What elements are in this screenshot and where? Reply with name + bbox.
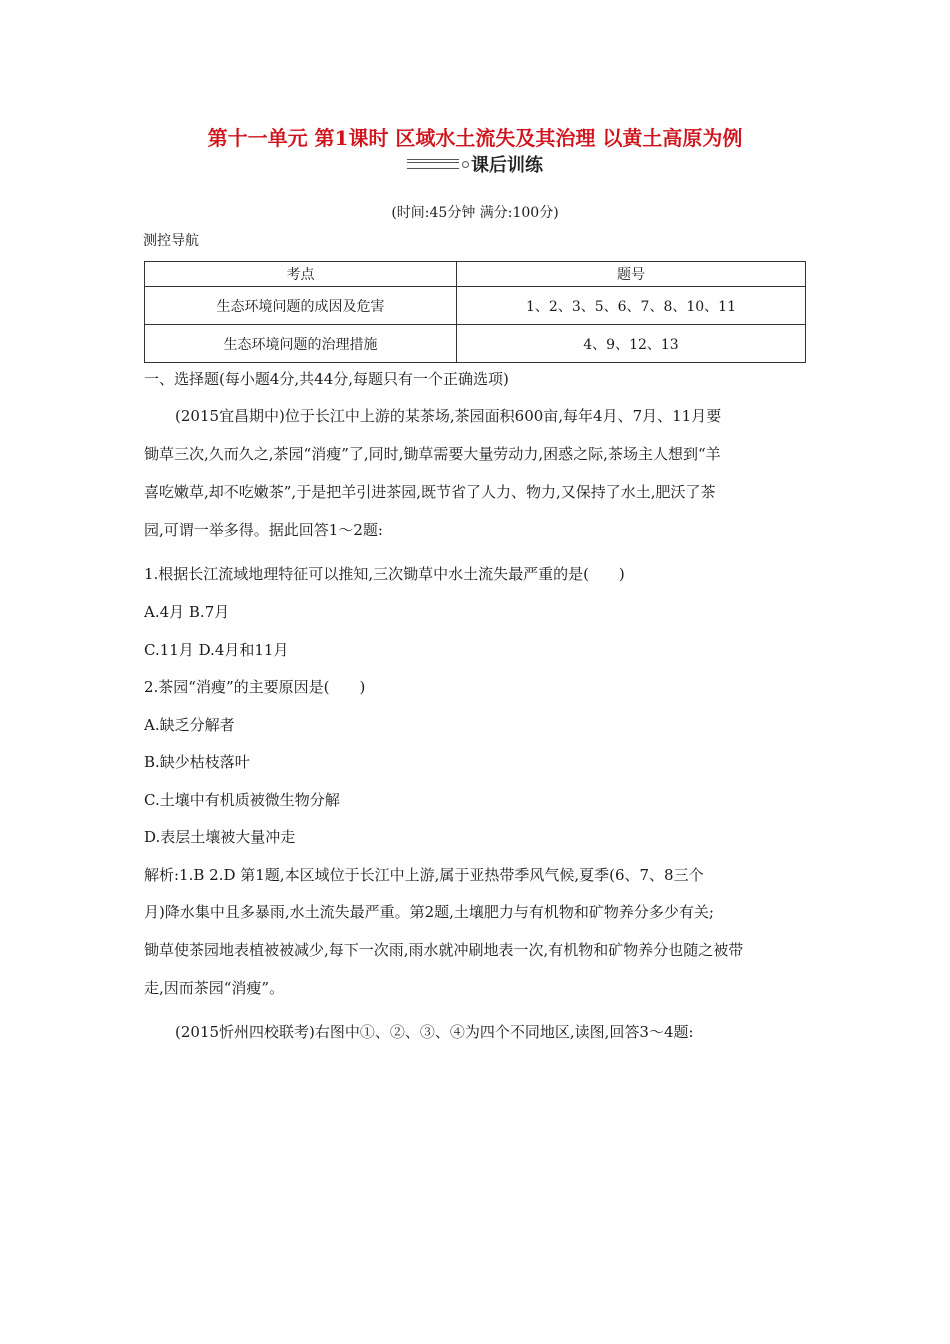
table-cell: 生态环境问题的成因及危害 <box>145 287 457 325</box>
analysis-line: 锄草使茶园地表植被被减少,每下一次雨,雨水就冲刷地表一次,有机物和矿物养分也随之被带 <box>144 941 744 959</box>
passage-line: 喜吃嫩草,却不吃嫩茶”,于是把羊引进茶园,既节省了人力、物力,又保持了水土,肥沃了茶 <box>144 483 716 501</box>
subtitle-banner <box>0 152 950 176</box>
table-row <box>145 325 806 363</box>
time-score-info: (时间:45分钟 满分:100分) <box>391 205 559 221</box>
nav-label: 测控导航 <box>143 233 199 249</box>
question-option: D.表层土壤被大量冲走 <box>144 828 296 846</box>
table-cell: 生态环境问题的治理措施 <box>145 325 457 363</box>
section-heading: 一、选择题(每小题4分,共44分,每题只有一个正确选项) <box>144 370 509 388</box>
passage-line: 锄草三次,久而久之,茶园“消瘦”了,同时,锄草需要大量劳动力,困惑之际,茶场主人想到“羊 <box>144 445 721 463</box>
passage-line: (2015宜昌期中)位于长江中上游的某茶场,茶园面积600亩,每年4月、7月、11月要 <box>175 407 722 425</box>
table-cell: 1、2、3、5、6、7、8、10、11 <box>457 287 806 325</box>
question-option: C.土壤中有机质被微生物分解 <box>144 791 340 809</box>
passage-line: (2015忻州四校联考)右图中①、②、③、④为四个不同地区,读图,回答3～4题: <box>175 1023 694 1041</box>
question-option: B.缺少枯枝落叶 <box>144 753 250 771</box>
nav-table <box>144 261 806 363</box>
question-option: A.缺乏分解者 <box>144 716 235 734</box>
question-options: C.11月 D.4月和11月 <box>144 641 289 659</box>
analysis-line: 解析:1.B 2.D 第1题,本区域位于长江中上游,属于亚热带季风气候,夏季(6、7、8三个 <box>144 866 704 884</box>
table-row <box>145 287 806 325</box>
decorative-circle-icon <box>462 161 469 168</box>
table-header-cell: 题号 <box>457 262 806 287</box>
analysis-line: 走,因而茶园“消瘦”。 <box>144 979 285 997</box>
table-header-row <box>145 262 806 287</box>
page-title: 第十一单元 第1课时 区域水土流失及其治理 以黄土高原为例 <box>207 126 743 150</box>
question-stem: 1.根据长江流域地理特征可以推知,三次锄草中水土流失最严重的是( ) <box>144 565 625 583</box>
table-cell: 4、9、12、13 <box>457 325 806 363</box>
question-stem: 2.茶园“消瘦”的主要原因是( ) <box>144 678 366 696</box>
question-options: A.4月 B.7月 <box>144 603 230 621</box>
analysis-line: 月)降水集中且多暴雨,水土流失最严重。第2题,土壤肥力与有机物和矿物养分多少有关; <box>144 903 714 921</box>
decorative-lines <box>407 159 459 169</box>
passage-line: 园,可谓一举多得。据此回答1～2题: <box>144 521 383 539</box>
table-header-cell: 考点 <box>145 262 457 287</box>
page-subtitle: 课后训练 <box>471 155 543 176</box>
